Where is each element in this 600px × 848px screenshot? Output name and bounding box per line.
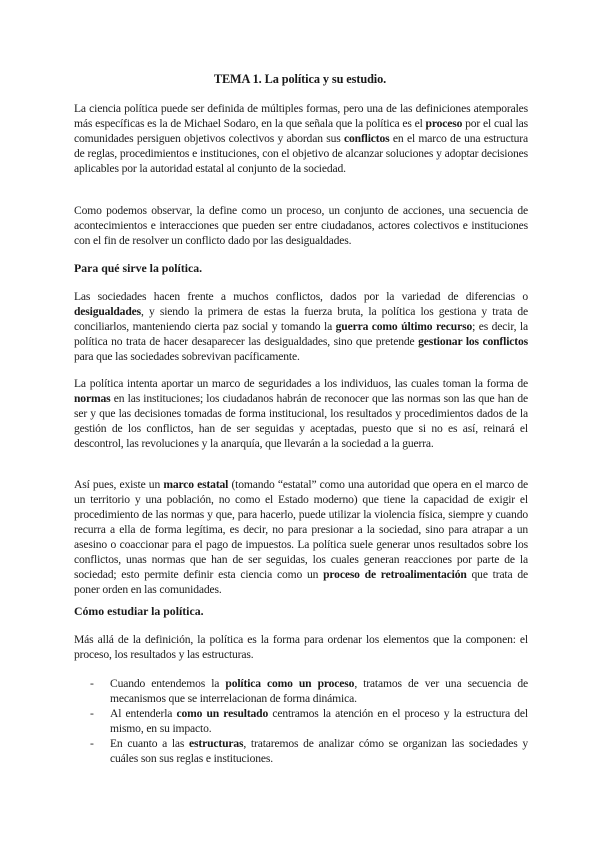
bold-term: desigualdades bbox=[74, 305, 141, 318]
section-heading-purpose: Para qué sirve la política. bbox=[74, 261, 203, 275]
bullet-dash: - bbox=[90, 677, 94, 690]
bold-term: política como un proceso bbox=[225, 677, 355, 690]
bullet-dash: - bbox=[90, 737, 94, 750]
list-item-text: Al entenderla como un resultado centramos la atención en el proceso y la estructura del mismo, en su impacto. bbox=[110, 707, 529, 735]
bold-term: conflictos bbox=[344, 132, 390, 145]
bold-term: marco estatal bbox=[163, 478, 229, 491]
bold-term: normas bbox=[74, 392, 111, 405]
section-heading-study: Cómo estudiar la política. bbox=[74, 604, 204, 618]
purpose-paragraph-3: Así pues, existe un marco estatal (tomando “estatal” como una autoridad que opera en el marco de un territorio y una población, no como el Estado moderno) que tiene la capacidad de exigir el procedimiento de las normas y que, para hacerlo, puede utilizar la violencia física, siempre y cuando recurra a ella de forma legítima, es decir, no para presionar a la sociedad, sino para atrapar a un asesino o coaccionar para el pago de impuestos. La política suele generar unos resultados sobre los conflictos, unas normas que han de ser seguidas, los cuales generan reacciones por parte de la sociedad; esto permite definir esta ciencia como un proceso de retroalimentación que trata de poner orden en las comunidades. bbox=[74, 478, 528, 596]
bold-term: gestionar los conflictos bbox=[418, 335, 528, 348]
bullet-dash: - bbox=[90, 707, 94, 720]
purpose-paragraph-1: Las sociedades hacen frente a muchos conflictos, dados por la variedad de diferencias o desigualdades, y siendo la primera de estas la fuerza bruta, la política los gestiona y trata de conciliarlos, manteniendo cierta paz social y tomando la guerra como último recurso; es decir, la política no trata de hacer desaparecer las desigualdades, sino que pretende gestionar los conflictos para que las sociedades sobrevivan pacíficamente. bbox=[74, 290, 528, 363]
bold-term: proceso bbox=[425, 117, 463, 130]
page-title: TEMA 1. La política y su estudio. bbox=[213, 72, 387, 86]
list-item-text: En cuanto a las estructuras, trataremos de analizar cómo se organizan las sociedades y cuáles son sus reglas e instituciones. bbox=[110, 737, 528, 765]
list-item bbox=[74, 676, 528, 706]
list-item bbox=[74, 736, 528, 766]
bold-term: estructuras bbox=[189, 737, 244, 750]
bold-term: como un resultado bbox=[176, 707, 269, 720]
purpose-paragraph-2: La política intenta aportar un marco de seguridades a los individuos, las cuales toman la forma de normas en las instituciones; los ciudadanos habrán de reconocer que las normas son las que han de ser y que las decisiones tomadas de forma institucional, los resultados y procedimientos dados de la gestión de los conflictos, han de ser seguidas y aceptadas, puesto que si no es así, reinará el descontrol, las revoluciones y la anarquía, que llevarán a la sociedad a la guerra. bbox=[74, 377, 528, 450]
intro-paragraph-1: La ciencia política puede ser definida de múltiples formas, pero una de las definiciones atemporales más específicas es la de Michael Sodaro, en la que señala que la política es el proceso por el cual las comunidades persiguen objetivos colectivos y abordan sus conflictos en el marco de una estructura de reglas, procedimientos e instituciones, con el objetivo de alcanzar soluciones y adoptar decisiones aplicables por la autoridad estatal al conjunto de la sociedad. bbox=[74, 102, 528, 175]
bold-term: proceso de retroalimentación bbox=[323, 568, 467, 581]
study-bullet-list bbox=[74, 676, 528, 766]
intro-paragraph-2: Como podemos observar, la define como un proceso, un conjunto de acciones, una secuencia de acontecimientos e interacciones que pueden ser entre ciudadanos, actores colectivos e instituciones con el fin de resolver un conflicto dado por las desigualdades. bbox=[74, 204, 528, 247]
study-paragraph-1: Más allá de la definición, la política es la forma para ordenar los elementos que la componen: el proceso, los resultados y las estructuras. bbox=[74, 633, 528, 661]
bold-term: guerra como último recurso bbox=[335, 320, 473, 333]
list-item-text: Cuando entendemos la política como un proceso, tratamos de ver una secuencia de mecanismos que se interrelacionan de forma dinámica. bbox=[110, 677, 528, 705]
list-item bbox=[74, 706, 528, 736]
